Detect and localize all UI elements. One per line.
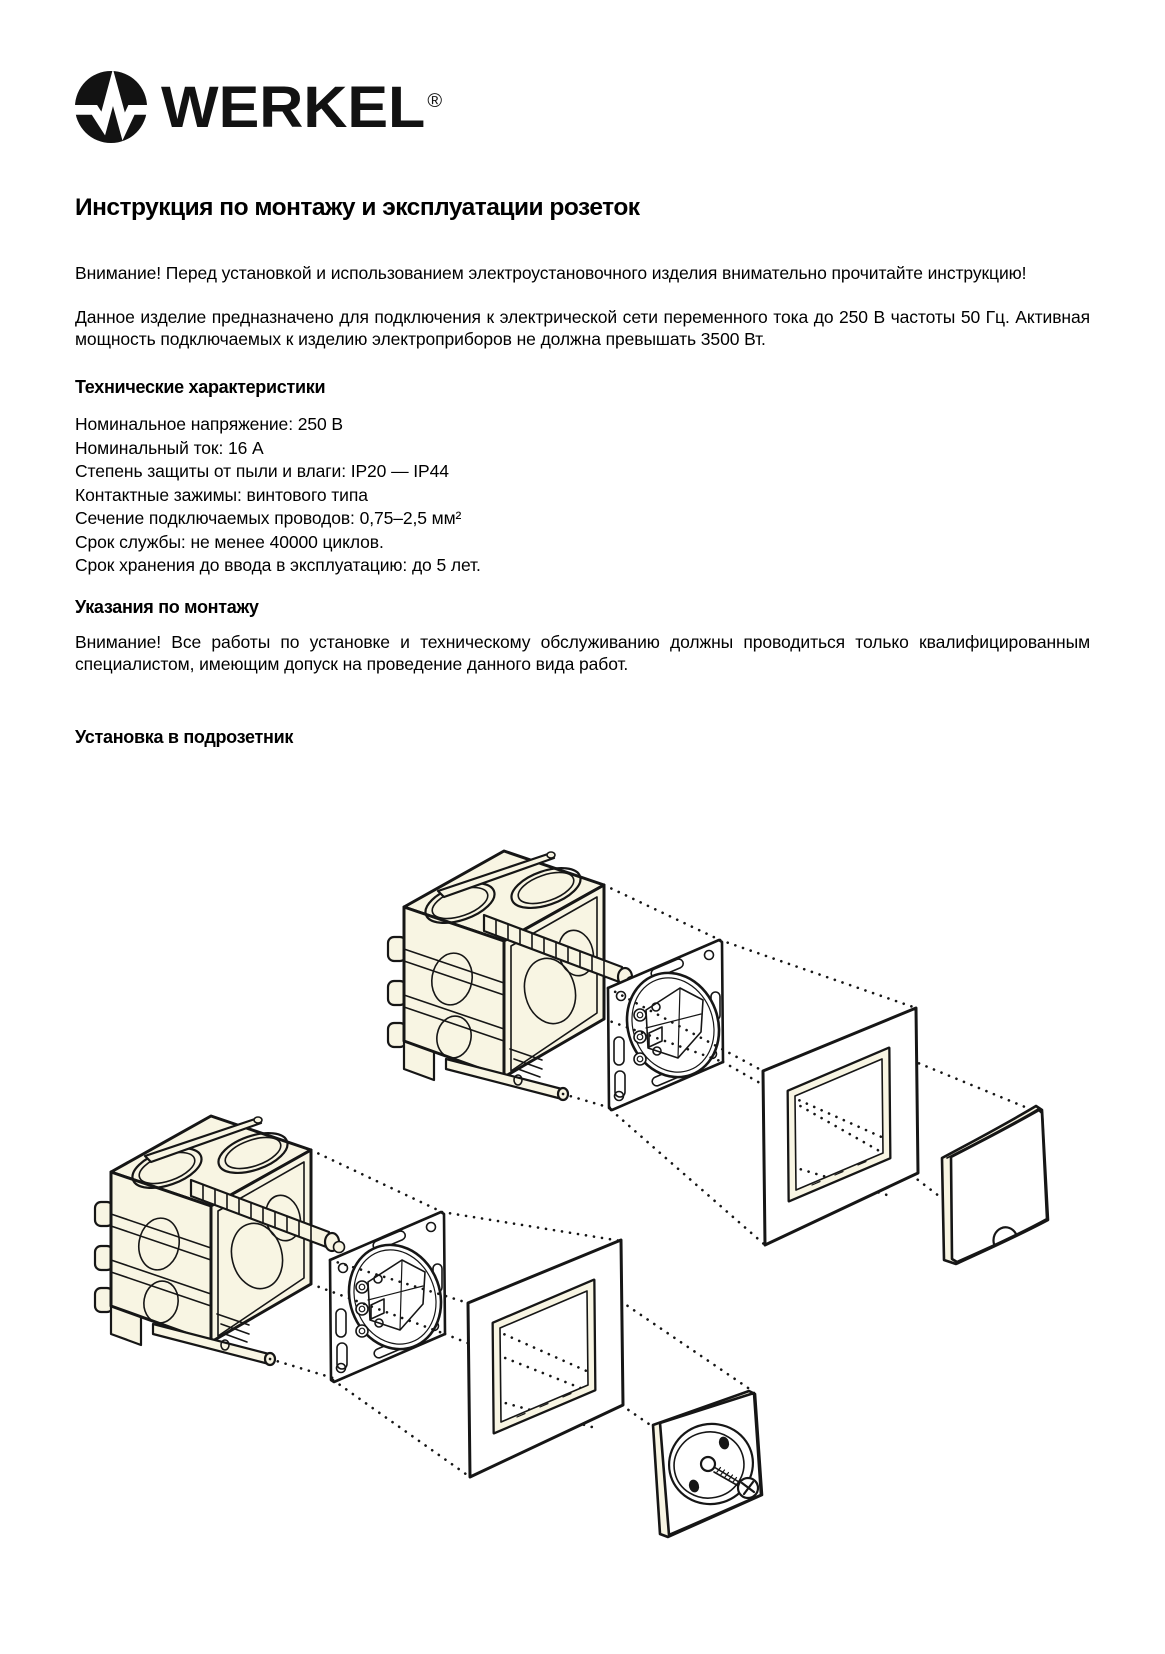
- mounting-heading: Указания по монтажу: [75, 597, 259, 617]
- specs-list: [75, 413, 1090, 578]
- brand-logo: [74, 70, 443, 144]
- werkel-logo-icon: [74, 70, 148, 144]
- exploded-view-figure: [0, 760, 1165, 1654]
- installation-heading: Установка в подрозетник: [75, 727, 294, 747]
- intro-description: Данное изделие предназначено для подключения к электрической сети переменного тока до 250 В частоты 50 Гц. Активная мощность подключаемых к изделию электроприборов не должна превышать 3500 Вт.: [75, 307, 1090, 349]
- spec-item: Степень защиты от пыли и влаги: IP20 — IP44: [75, 461, 449, 481]
- spec-item: Контактные зажимы: винтового типа: [75, 484, 368, 505]
- wall-mount-box: [95, 1116, 345, 1365]
- registered-trademark: ®: [427, 90, 443, 112]
- socket-mechanism-plate: [608, 940, 733, 1110]
- spec-item: Сечение подключаемых проводов: 0,75–2,5 мм²: [75, 508, 462, 528]
- brand-name-text: WERKEL: [161, 74, 426, 140]
- cover-plate: [942, 1106, 1048, 1264]
- exploded-sequence-top: [388, 851, 1048, 1264]
- intro-warning: Внимание! Перед установкой и использованием электроустановочного изделия внимательно прочитайте инструкцию!: [75, 263, 1027, 283]
- decorative-frame: [763, 1008, 918, 1245]
- spec-item: Срок хранения до ввода в эксплуатацию: до 5 лет.: [75, 555, 481, 575]
- spec-item: Номинальный ток: 16 А: [75, 437, 264, 458]
- specs-heading: Технические характеристики: [75, 377, 326, 397]
- wall-mount-box: [388, 851, 638, 1100]
- decorative-frame: [468, 1240, 623, 1477]
- mounting-text: Внимание! Все работы по установке и техническому обслуживанию должны проводиться только квалифицированным специалистом, имеющим допуск на проведение данного вида работ.: [75, 632, 1090, 674]
- spec-item: Номинальное напряжение: 250 В: [75, 414, 343, 434]
- exploded-sequence-bottom: [95, 1116, 762, 1537]
- socket-face-with-screw: [653, 1391, 762, 1537]
- spec-item: Срок службы: не менее 40000 циклов.: [75, 531, 384, 552]
- page-title: Инструкция по монтажу и эксплуатации розеток: [75, 194, 640, 221]
- brand-name: [161, 71, 443, 142]
